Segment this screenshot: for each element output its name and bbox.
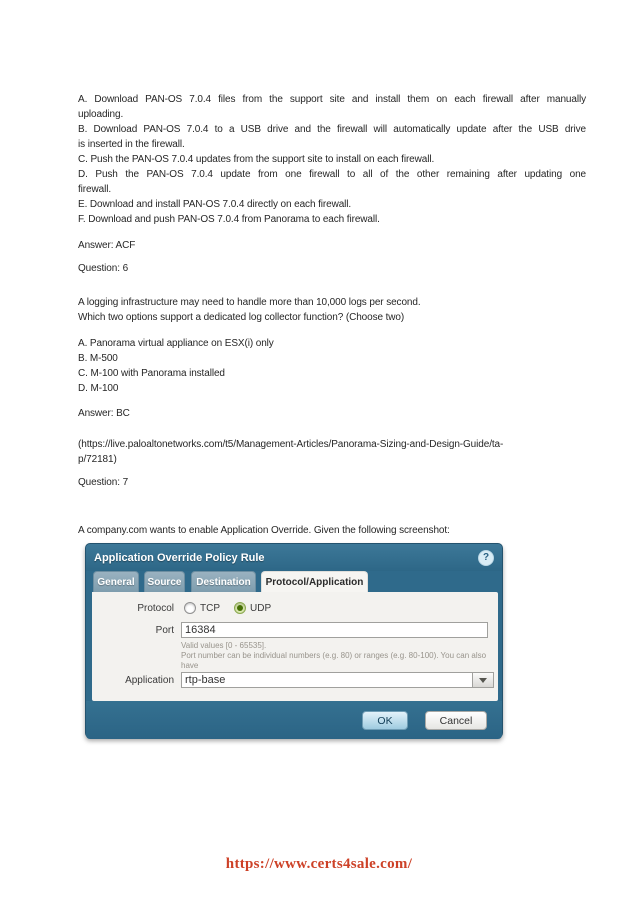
doc-line: A logging infrastructure may need to handle more than 10,000 logs per second. bbox=[78, 297, 421, 308]
doc-line: A. Download PAN-OS 7.0.4 files from the support site and install them on each firewall after manually bbox=[78, 94, 586, 105]
answer-line: Answer: BC bbox=[78, 408, 130, 419]
dialog-footer bbox=[86, 701, 502, 739]
tab-protocol-application[interactable]: Protocol/Application bbox=[261, 571, 368, 592]
doc-line: D. M-100 bbox=[78, 383, 119, 394]
question-text-block bbox=[78, 92, 586, 538]
reference-url-line: p/72181) bbox=[78, 454, 117, 465]
application-input[interactable] bbox=[181, 672, 473, 688]
doc-line: E. Download and install PAN-OS 7.0.4 directly on each firewall. bbox=[78, 199, 352, 210]
tab-general[interactable]: General bbox=[93, 571, 139, 592]
doc-line: Which two options support a dedicated log collector function? (Choose two) bbox=[78, 312, 405, 323]
radio-selected-icon bbox=[234, 602, 246, 614]
doc-line: firewall. bbox=[78, 184, 111, 195]
dialog-content-panel bbox=[92, 592, 498, 701]
udp-radio-label: UDP bbox=[250, 602, 272, 614]
doc-line: A. Panorama virtual appliance on ESX(i) only bbox=[78, 338, 274, 349]
protocol-row bbox=[92, 601, 498, 615]
footer-url[interactable]: https://www.certs4sale.com/ bbox=[225, 856, 413, 872]
radio-unselected-icon bbox=[184, 602, 196, 614]
port-help-line: Port number can be individual numbers (e.g. 80) or ranges (e.g. 80-100). You can also have bbox=[181, 651, 487, 670]
help-icon[interactable]: ? bbox=[478, 550, 494, 566]
port-row bbox=[92, 622, 498, 638]
udp-radio[interactable] bbox=[234, 602, 271, 614]
question-heading: Question: 6 bbox=[78, 263, 129, 274]
tab-destination[interactable]: Destination bbox=[191, 571, 256, 592]
port-label: Port bbox=[155, 624, 174, 636]
question-heading: Question: 7 bbox=[78, 477, 129, 488]
doc-line: F. Download and push PAN-OS 7.0.4 from Panorama to each firewall. bbox=[78, 214, 380, 225]
application-label: Application bbox=[125, 674, 174, 686]
application-dropdown-button[interactable] bbox=[473, 672, 494, 688]
doc-line: C. Push the PAN-OS 7.0.4 updates from the support site to install on each firewall. bbox=[78, 154, 435, 165]
chevron-down-icon bbox=[479, 678, 487, 683]
answer-line: Answer: ACF bbox=[78, 240, 136, 251]
dialog-titlebar bbox=[86, 544, 502, 571]
port-help-line: Valid values [0 - 65535]. bbox=[181, 641, 267, 650]
doc-line: uploading. bbox=[78, 109, 124, 120]
doc-line: A company.com wants to enable Application Override. Given the following screenshot: bbox=[78, 525, 450, 536]
dialog-title: Application Override Policy Rule bbox=[94, 551, 265, 564]
doc-line: C. M-100 with Panorama installed bbox=[78, 368, 225, 379]
reference-url-line: (https://live.paloaltonetworks.com/t5/Management-Articles/Panorama-Sizing-and-Design-Guide/ta- bbox=[78, 439, 504, 450]
tab-source[interactable]: Source bbox=[144, 571, 185, 592]
application-override-policy-rule-dialog bbox=[85, 543, 503, 738]
tcp-radio[interactable] bbox=[184, 602, 220, 614]
cancel-button[interactable]: Cancel bbox=[425, 711, 487, 730]
doc-line: B. Download PAN-OS 7.0.4 to a USB drive and the firewall will automatically update after the USB drive bbox=[78, 124, 586, 135]
ok-button[interactable]: OK bbox=[362, 711, 408, 730]
dialog-tab-bar bbox=[86, 571, 368, 592]
application-row bbox=[92, 672, 498, 688]
doc-line: D. Push the PAN-OS 7.0.4 update from one firewall to all of the other remaining after updating one bbox=[78, 169, 586, 180]
port-input[interactable] bbox=[181, 622, 488, 638]
doc-line: B. M-500 bbox=[78, 353, 118, 364]
protocol-label: Protocol bbox=[137, 602, 174, 614]
doc-line: is inserted in the firewall. bbox=[78, 139, 185, 150]
tcp-radio-label: TCP bbox=[200, 602, 220, 614]
